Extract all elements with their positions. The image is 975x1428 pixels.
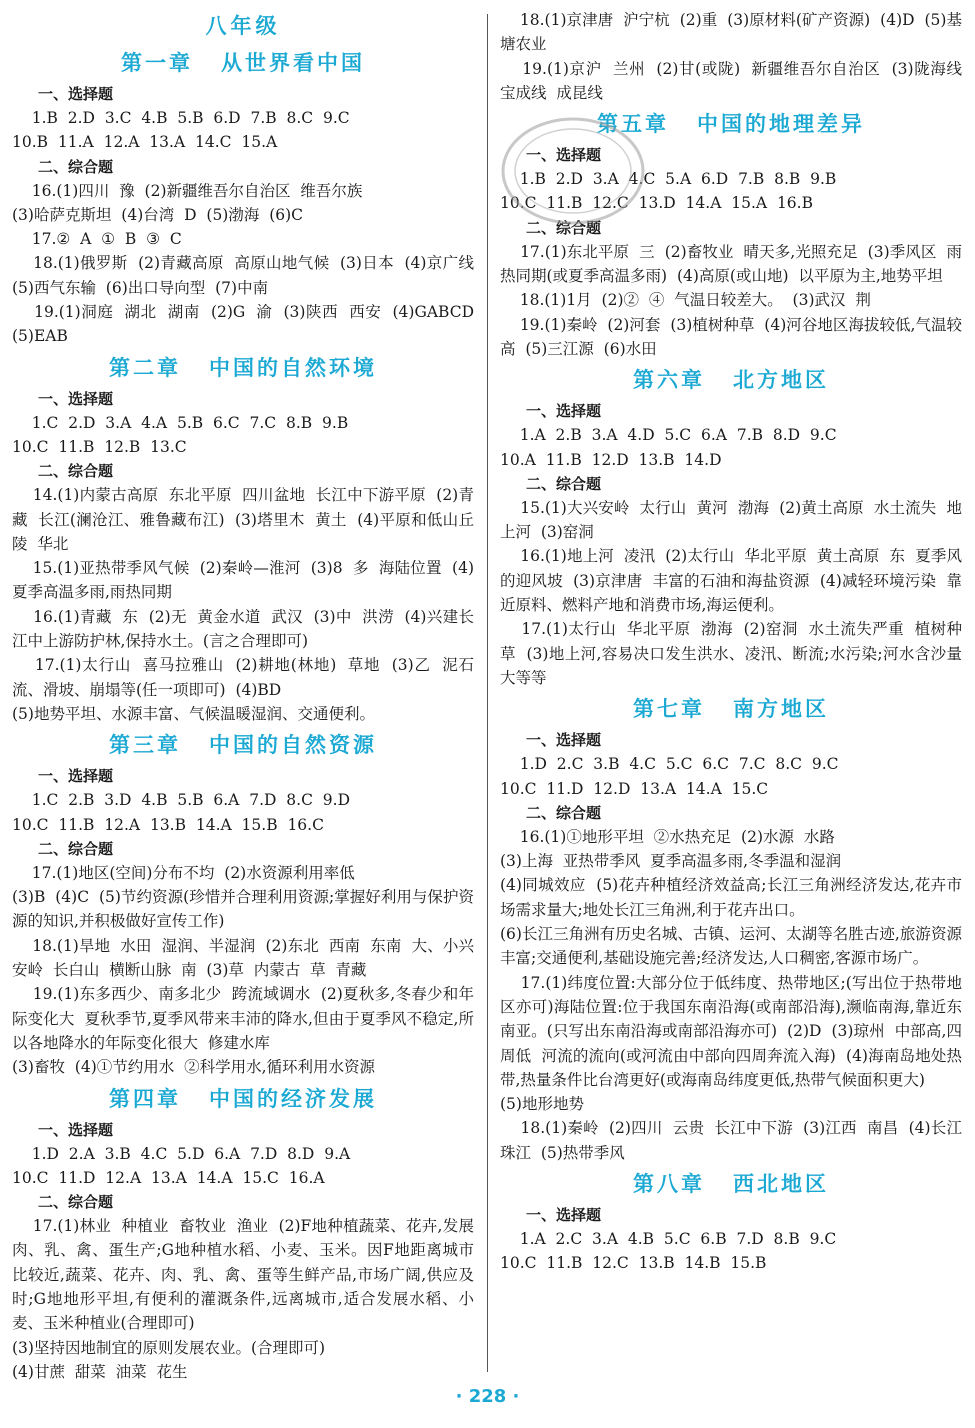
section-heading: 一、选择题: [526, 402, 602, 421]
answer-block: [500, 167, 962, 216]
answer-line: 18.(1)俄罗斯 (2)青藏高原 高原山地气候 (3)日本 (4)京广线 (5)西气东输 (6)出口导向型 (7)中南: [12, 254, 484, 297]
chapter-name: 中国的自然环境: [209, 355, 377, 380]
section-heading: 一、选择题: [38, 767, 114, 786]
chapter-heading: [500, 1165, 962, 1203]
section-heading: 一、选择题: [526, 1205, 602, 1224]
answer-line: 1.B 2.D 3.A 4.C 5.A 6.D 7.B 8.B 9.B: [500, 170, 837, 189]
answer-line: 10.C 11.B 12.B 13.C: [12, 437, 187, 456]
answer-line: 1.D 2.A 3.B 4.C 5.D 6.A 7.D 8.D 9.A: [12, 1144, 351, 1163]
answer-block: [500, 423, 962, 472]
right-column: [500, 8, 972, 1276]
answer-line: 18.(1)1月 (2)② ④ 气温日较差大。 (3)武汉 荆: [500, 291, 871, 310]
chapter-heading: [12, 349, 474, 387]
answer-line: (4)同城效应 (5)花卉种植经济效益高;长江三角洲经济发达,花卉市场需求量大;地处长江三角洲,利于花卉出口。: [500, 876, 962, 919]
answer-line: 19.(1)洞庭 湖北 湖南 (2)G 渝 (3)陕西 西安 (4)GABCD (5)EAB: [12, 303, 484, 346]
section-heading: 一、选择题: [526, 731, 602, 750]
grade-title: 八年级: [205, 14, 281, 38]
section-heading: 二、综合题: [38, 1193, 114, 1212]
answer-line: 10.A 11.B 12.D 13.B 14.D: [500, 450, 722, 469]
answer-line: 1.B 2.D 3.C 4.B 5.B 6.D 7.B 8.C 9.C: [12, 109, 350, 127]
answer-line: 17.(1)太行山 华北平原 渤海 (2)窑洞 水土流失严重 植树种草 (3)地上河,容易决口发生洪水、凌汛、断流;水污染;河水含沙量大等等: [500, 620, 962, 687]
chapter-name: 中国的自然资源: [209, 733, 377, 758]
answer-block: [12, 483, 474, 726]
chapter-number: 第三章: [109, 733, 181, 758]
answer-line: 17.② A ① B ③ C: [12, 230, 182, 249]
answer-line: 19.(1)京沪 兰州 (2)甘(或陇) 新疆维吾尔自治区 (3)陇海线 宝成线 成昆线: [500, 59, 972, 102]
answer-block: [12, 1214, 474, 1384]
section-heading: 二、综合题: [38, 157, 114, 176]
answer-line: 10.C 11.B 12.C 13.D 14.A 15.A 16.B: [500, 194, 813, 213]
answer-line: 17.(1)纬度位置:大部分位于低纬度、热带地区;(写出位于热带地区亦可)海陆位置:位于我国东南沿海(或南部沿海),濒临南海,靠近东南亚。(只写出东南沿海或南部沿海亦可) (2)D (3)琼州 中部高,四周低 河流的流向(或河流由中部向四周奔流入海) (4)海南岛地处热带,热量条件比台湾更好(或海南岛纬度更低,热带气候面积更大): [500, 973, 962, 1089]
answer-line: 16.(1)①地形平坦 ②水热充足 (2)水源 水路: [500, 827, 835, 846]
section-heading: 二、综合题: [526, 803, 602, 822]
page-number-value: 228: [468, 1386, 507, 1407]
answer-line: (3)坚持因地制宜的原则发展农业。(合理即可): [12, 1338, 326, 1357]
answer-line: 1.A 2.C 3.A 4.B 5.C 6.B 7.D 8.B 9.C: [500, 1229, 837, 1248]
answer-block: [500, 1227, 962, 1276]
left-chapter-list: [12, 44, 484, 1384]
section-heading: 二、综合题: [38, 462, 114, 481]
answer-block: [12, 861, 474, 1080]
answer-line: (3)B (4)C (5)节约资源(珍惜并合理利用资源;掌握好利用与保护资源的知识,并积极做好宣传工作): [12, 888, 474, 931]
right-chapter-list: [500, 105, 972, 1275]
answer-line: 1.A 2.B 3.A 4.D 5.C 6.A 7.B 8.D 9.C: [500, 426, 837, 445]
chapter-number: 第一章: [121, 51, 193, 75]
left-column: [12, 8, 484, 1384]
chapter-heading: [500, 690, 962, 728]
answer-line: 18.(1)秦岭 (2)四川 云贵 长江中下游 (3)江西 南昌 (4)长江 珠江 (5)热带季风: [500, 1119, 972, 1162]
answer-line: 10.C 11.B 12.C 13.B 14.B 15.B: [500, 1254, 767, 1273]
chapter-heading: [12, 44, 474, 82]
answer-block: [500, 825, 972, 1165]
answer-block: [12, 1142, 474, 1191]
answer-line: (3)哈萨克斯坦 (4)台湾 D (5)渤海 (6)C: [12, 205, 304, 224]
chapter-number: 第八章: [633, 1171, 705, 1196]
answer-line: 1.C 2.D 3.A 4.A 5.B 6.C 7.C 8.B 9.B: [12, 413, 349, 432]
answer-block: [500, 752, 962, 801]
answer-line: (3)畜牧 (4)①节约用水 ②科学用水,循环利用水资源: [12, 1058, 376, 1077]
answer-line: (5)地势平坦、水源丰富、气候温暖湿润、交通便利。: [12, 704, 375, 723]
answer-line: 16.(1)四川 豫 (2)新疆维吾尔自治区 维吾尔族: [12, 181, 363, 200]
column-divider: [487, 14, 488, 1372]
answer-block: [12, 106, 474, 155]
answer-line: 17.(1)太行山 喜马拉雅山 (2)耕地(林地) 草地 (3)乙 泥石流、滑坡、崩塌等(任一项即可) (4)BD: [12, 656, 474, 699]
answer-line: 17.(1)林业 种植业 畜牧业 渔业 (2)F地种植蔬菜、花卉,发展肉、乳、禽、蛋生产;G地种植水稻、小麦、玉米。因F地距离城市比较近,蔬菜、花卉、肉、乳、禽、蛋等生鲜产品,市场广阔,供应及时;G地地形平坦,有便利的灌溉条件,远离城市,适合发展水稻、小麦、玉米种植业(合理即可): [12, 1217, 474, 1333]
answer-line: 16.(1)青藏 东 (2)无 黄金水道 武汉 (3)中 洪涝 (4)兴建长江中上游防护林,保持水土。(言之合理即可): [12, 607, 475, 651]
chapter-heading: [500, 105, 962, 143]
answer-block: [12, 179, 484, 349]
chapter-name: 西北地区: [733, 1171, 829, 1196]
answer-line: 1.D 2.C 3.B 4.C 5.C 6.C 7.C 8.C 9.C: [500, 755, 839, 774]
answer-line: 19.(1)东多西少、南多北少 跨流域调水 (2)夏秋多,冬春少和年际变化大 夏秋季节,夏季风带来丰沛的降水,但由于夏季风不稳定,所以各地降水的年际变化很大 修建水库: [12, 985, 474, 1052]
answer-line: 17.(1)地区(空间)分布不均 (2)水资源利用率低: [12, 863, 355, 882]
answer-line: 16.(1)地上河 凌汛 (2)太行山 华北平原 黄土高原 东 夏季风的迎风坡 (3)京津唐 丰富的石油和海盐资源 (4)减轻环境污染 靠近原料、燃料产地和消费市场,海运便利。: [500, 547, 963, 615]
answer-line: 18.(1)京津唐 沪宁杭 (2)重 (3)原材料(矿产资源) (4)D (5)基塘农业: [500, 11, 962, 54]
answer-line: (3)上海 亚热带季风 夏季高温多雨,冬季温和湿润: [500, 852, 842, 871]
answer-line: 14.(1)内蒙古高原 东北平原 四川盆地 长江中下游平原 (2)青藏 长江(澜沧江、雅鲁藏布江) (3)塔里木 黄土 (4)平原和低山丘陵 华北: [12, 486, 474, 553]
chapter-heading: [12, 1080, 474, 1118]
answer-line: (4)甘蔗 甜菜 油菜 花生: [12, 1362, 188, 1381]
section-heading: 一、选择题: [38, 1120, 114, 1139]
section-heading: 一、选择题: [38, 389, 114, 408]
chapter-name: 中国的地理差异: [697, 112, 865, 137]
section-heading: 二、综合题: [38, 839, 114, 858]
answer-line: 15.(1)大兴安岭 太行山 黄河 渤海 (2)黄土高原 水土流失 地上河 (3)窑洞: [500, 498, 963, 542]
section-heading: 一、选择题: [38, 85, 114, 103]
section-heading: 一、选择题: [526, 146, 602, 165]
section-heading: 二、综合题: [526, 474, 602, 493]
answer-line: 10.B 11.A 12.A 13.A 14.C 15.A: [12, 133, 278, 152]
answer-line: 19.(1)秦岭 (2)河套 (3)植树种草 (4)河谷地区海拔较低,气温较高 (5)三江源 (6)水田: [500, 315, 962, 358]
chapter-number: 第四章: [109, 1086, 181, 1111]
chapter-number: 第五章: [597, 112, 669, 137]
answer-line: 10.C 11.B 12.A 13.B 14.A 15.B 16.C: [12, 815, 324, 834]
answer-block: [500, 240, 962, 361]
chapter-number: 第六章: [633, 368, 705, 393]
chapter-name: 北方地区: [733, 368, 829, 393]
section-heading: 二、综合题: [526, 218, 602, 237]
chapter-number: 第七章: [633, 697, 705, 722]
chapter-heading: [12, 726, 474, 764]
answer-line: 17.(1)东北平原 三 (2)畜牧业 晴天多,光照充足 (3)季风区 雨热同期(或夏季高温多雨) (4)高原(或山地) 以平原为主,地势平坦: [500, 242, 963, 286]
answer-line: 10.C 11.D 12.D 13.A 14.A 15.C: [500, 779, 769, 798]
answer-line: (6)长江三角洲有历史名城、古镇、运河、太湖等名胜古迹,旅游资源丰富;交通便利,基础设施完善;经济发达,人口稠密,客源市场广。: [500, 925, 962, 968]
chapter-name: 南方地区: [733, 697, 829, 722]
answer-line: (5)地形地势: [500, 1095, 584, 1114]
chapter-number: 第二章: [109, 355, 181, 380]
answer-block: [12, 788, 474, 837]
chapter-name: 从世界看中国: [221, 51, 365, 75]
answer-line: 18.(1)旱地 水田 湿润、半湿润 (2)东北 西南 东南 大、小兴安岭 长白山 横断山脉 南 (3)草 内蒙古 草 青藏: [12, 936, 475, 980]
continued-answers: [500, 8, 972, 105]
answer-line: 1.C 2.B 3.D 4.B 5.B 6.A 7.D 8.C 9.D: [12, 791, 351, 810]
chapter-heading: [500, 361, 962, 399]
answer-block: [12, 411, 474, 460]
answer-block: [500, 496, 962, 690]
answer-line: 15.(1)亚热带季风气候 (2)秦岭—淮河 (3)8 多 海陆位置 (4)夏季高温多雨,雨热同期: [12, 559, 474, 602]
chapter-name: 中国的经济发展: [209, 1086, 377, 1111]
answer-line: 10.C 11.D 12.A 13.A 14.A 15.C 16.A: [12, 1168, 325, 1187]
page-number: · 228 ·: [455, 1386, 520, 1407]
